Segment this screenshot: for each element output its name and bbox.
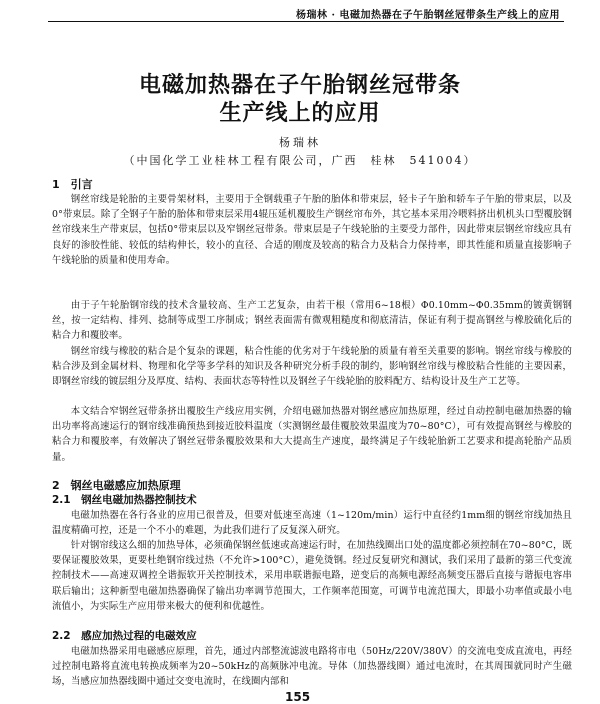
section-2-1-paragraph: 电磁加热器在各行各业的应用已很普及，但要对低速至高速（1~120m/min）运行中直径约1mm细的钢丝帘线加热且温度精确可控，还是一个不小的难题，为此我们进行了反复深入研究。 [52,510,572,537]
section-2-2-paragraph: 电磁加热器采用电磁感应原理，首先，通过内部整流滤波电路将市电（50Hz/220V/380V）的交流电变成直流电，再经过控制电路将直流电转换成频率为20~50kHz的高频脉冲电流。导体（加热器线圈）通过电流时，在其周围就同时产生磁场，当感应加热器线圈中通过交变电流时，在线圈内部和 [52,646,572,688]
title-line-2: 生产线上的应用 [219,101,381,126]
title-line-1: 电磁加热器在子午胎钢丝冠带条 [138,73,461,98]
affiliation: （中国化学工业桂林工程有限公司，广西 桂林 541004） [123,154,477,167]
header-rule [48,21,564,22]
section-1-paragraph: 钢丝帘线与橡胶的粘合是个复杂的课题，粘合性能的优劣对于午线轮胎的质量有着至关重要的影响。钢丝帘线与橡胶的粘合涉及到金属材料、物理和化学等多学科的知识及各种研究分析手段的制约，影响钢丝帘线与橡胶粘合性能的主要因素，即钢丝帘线的镀层组分及厚度、结构、表面状态等特性以及钢丝子午线轮胎的胶料配方、结构设计及生产工艺等。 [52,346,572,388]
author: 杨瑞林 [279,136,321,149]
section-1-paragraph: 钢丝帘线是轮胎的主要骨架材料，主要用于全钢载重子午胎的胎体和带束层，轻卡子午胎和轿车子午胎的带束层，以及0°带束层。除了全钢子午胎的胎体和带束层采用4辊压延机覆胶生产钢丝帘布外，其它基本采用冷喂料挤出机机头口型覆胶钢丝帘线来生产带束层，包括0°带束层以及窄钢丝冠带条。带束层是子午线轮胎的主要受力部件，因此带束层钢丝帘线应具有良好的渗胶性能、较低的结构伸长，较小的直径、合适的刚度及较高的粘合力及粘合力保持率，即其性能和质量直接影响子午线轮胎的质量和使用寿命。 [52,194,572,266]
subsection-2-1-heading: 2.1 钢丝电磁加热器控制技术 [52,494,197,506]
section-2-1-paragraph: 针对钢帘线这么细的加热导体，必须确保钢丝低速或高速运行时，在加热线圈出口处的温度都必须控制在70~80°C，既要保证覆胶效果，更要杜绝钢帘线过热（不允许>100°C），避免烫钢。经过反复研究和测试，我们采用了最新的第三代变流控制技术——高速双调控全谐振软开关控制技术，采用串联谐振电路，逆变后的高频电源经高频变压器后直接与谐振电容串联后输出；这种新型电磁加热器确保了输出功率调节范围大，工作频率范围宽，可调节电流范围大，即最小功率值或最小电流值小，为实际生产应用带来极大的便利和优越性。 [52,540,572,612]
running-header: 杨瑞林 · 电磁加热器在子午胎钢丝冠带条生产线上的应用 [296,10,560,21]
section-1-paragraph: 由于子午轮胎钢帘线的技术含量较高、生产工艺复杂，由若干根（常用6~18根）Φ0.10mm~Φ0.35mm的镀黄钢钢丝，按一定结构、排列、捻制等成型工序制成；钢丝表面需有微观粗糙度和彻底清洁，保证有利于提高钢丝与橡胶硫化后的粘合力和覆胶率。 [52,300,572,342]
subsection-2-2-heading: 2.2 感应加热过程的电磁效应 [52,630,197,642]
section-1-paragraph: 本文结合窄钢丝冠带条挤出覆胶生产线应用实例，介绍电磁加热器对钢丝感应加热原理，经过自动控制电磁加热器的输出功率将高速运行的钢帘线准确预热到接近胶料温度（实测钢丝最佳覆胶效果温度为70~80°C），可有效提高钢丝与橡胶的粘合力和覆胶率，有效解决了钢丝冠带条覆胶效果和大大提高生产速度，最终满足子午线轮胎新工艺要求和提高轮胎产品质量。 [52,406,572,463]
section-1-heading: 1 引言 [52,178,93,191]
page-number: 155 [285,690,311,704]
section-2-heading: 2 钢丝电磁感应加热原理 [52,479,181,492]
